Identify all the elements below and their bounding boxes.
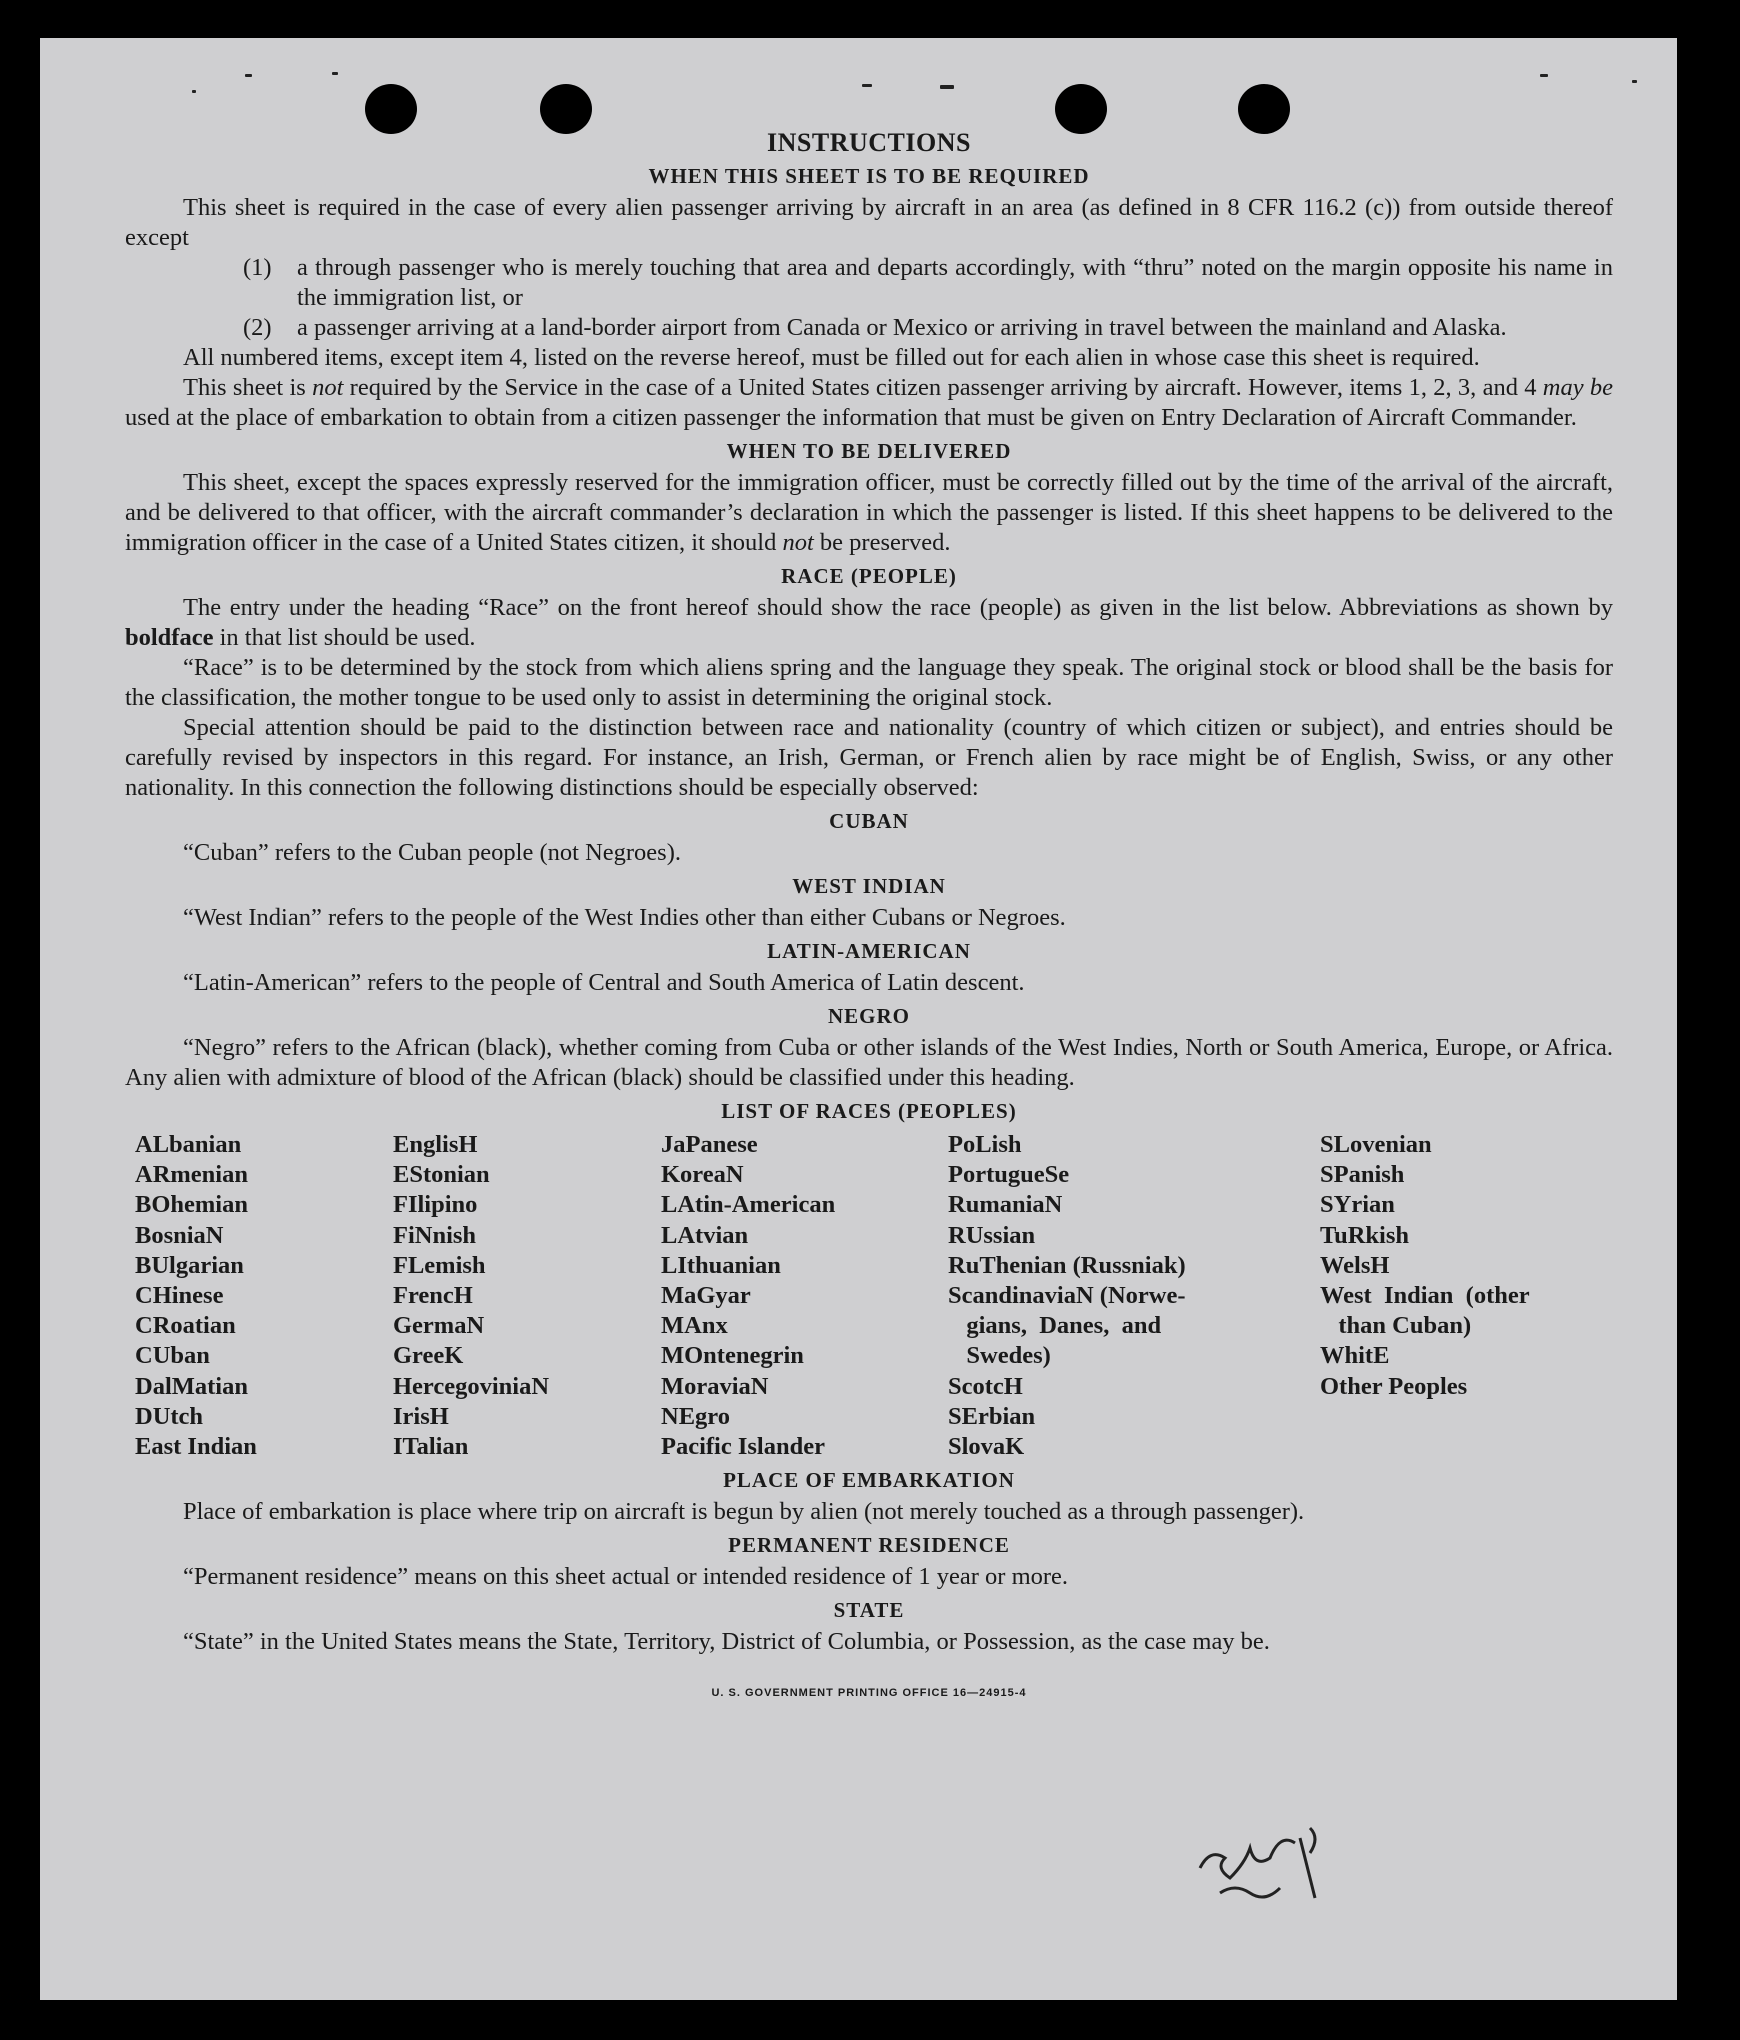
race-entry: FIlipino [393, 1191, 478, 1219]
speck [1632, 80, 1637, 83]
section-heading: WHEN TO BE DELIVERED [726, 439, 1012, 463]
emphasis: not [312, 374, 344, 401]
list-item [125, 313, 1613, 343]
race-column [1320, 1130, 1580, 1462]
punch-hole [365, 84, 417, 134]
race-entry: PoLish [948, 1131, 1022, 1158]
race-entry: LIthuanian [661, 1251, 781, 1279]
paragraph: All numbered items, except item 4, listed on the reverse hereof, must be filled out for each alien in whose case this sheet is required. [183, 344, 1480, 371]
race-entry: HercegoviniaN [393, 1372, 550, 1400]
race-entry: WelsH [1320, 1251, 1390, 1279]
race-entry: RUssian [948, 1221, 1036, 1249]
paragraph [125, 593, 1613, 653]
item-text: a passenger arriving at a land-border airport from Canada or Mexico or arriving in travel between the mainland and Alaska. [297, 314, 1507, 341]
paragraph: “Latin-American” refers to the people of Central and South America of Latin descent. [183, 969, 1025, 996]
section-heading: WEST INDIAN [792, 874, 946, 898]
speck [245, 74, 252, 77]
paragraph: This sheet is required in the case of every alien passenger arriving by aircraft in an area (as defined in 8 CFR 116.2 (c)) from outside thereof except [125, 194, 1613, 251]
bold-text: boldface [125, 624, 214, 651]
race-entry: NEgro [661, 1402, 730, 1430]
section-heading: WHEN THIS SHEET IS TO BE REQUIRED [648, 164, 1090, 188]
race-column [948, 1130, 1320, 1462]
race-entry: SLovenian [1320, 1131, 1432, 1158]
race-entry: JaPanese [661, 1131, 758, 1158]
race-entry: WhitE [1320, 1342, 1390, 1370]
paragraph: Special attention should be paid to the distinction between race and nationality (country of which citizen or subject), and entries should be carefully revised by inspectors in this regard. For instance, an Irish, German, or French alien by race might be of English, Swiss, or any other nationality. In this connection the following distinctions should be especially observed: [125, 714, 1613, 801]
race-entry: ALbanian [135, 1131, 242, 1158]
race-entry: GermaN [393, 1312, 485, 1340]
page-title: INSTRUCTIONS [767, 128, 971, 157]
race-entry: ScotcH [948, 1372, 1023, 1400]
race-entry: LAtvian [661, 1221, 749, 1249]
race-column [135, 1130, 393, 1462]
paragraph: “Permanent residence” means on this sheet actual or intended residence of 1 year or more. [183, 1563, 1069, 1591]
race-entry: gians, Danes, and [948, 1312, 1162, 1340]
paragraph [125, 373, 1613, 433]
section-heading: STATE [833, 1598, 905, 1623]
race-entry: CUban [135, 1342, 210, 1370]
punch-hole [1055, 84, 1107, 134]
emphasis: not [782, 529, 814, 556]
race-entry: West Indian (other [1320, 1282, 1530, 1310]
race-entry: CRoatian [135, 1312, 236, 1340]
text-run: The entry under the heading “Race” on the front hereof should show the race (people) as given in the list below. Abbreviations as shown by [183, 594, 1613, 621]
race-entry: MaGyar [661, 1282, 751, 1310]
section-heading: PERMANENT RESIDENCE [728, 1533, 1010, 1558]
paragraph: “West Indian” refers to the people of the West Indies other than either Cubans or Negroes. [183, 904, 1066, 931]
section-heading: PLACE OF EMBARKATION [723, 1468, 1015, 1493]
race-entry: Pacific Islander [661, 1433, 825, 1461]
list-item [125, 253, 1613, 313]
race-entry: IrisH [393, 1402, 449, 1430]
item-number: (1) [243, 254, 272, 281]
speck [940, 85, 954, 89]
punch-hole [540, 84, 592, 134]
race-entry: MAnx [661, 1312, 728, 1340]
handwritten-annotation [1180, 1808, 1360, 1918]
printer-imprint: U. S. GOVERNMENT PRINTING OFFICE 16—24915-4 [711, 1687, 1027, 1700]
paragraph: “State” in the United States means the State, Territory, District of Columbia, or Possession, as the case may be. [183, 1628, 1270, 1656]
race-entry: RuThenian (Russniak) [948, 1251, 1186, 1279]
speck [332, 72, 338, 75]
item-number: (2) [243, 314, 272, 341]
race-list [135, 1130, 1613, 1462]
item-text: a through passenger who is merely touching that area and departs accordingly, with “thru” noted on the margin opposite his name in the immigration list, or [297, 254, 1613, 311]
section-heading: NEGRO [827, 1004, 910, 1028]
race-entry: PortugueSe [948, 1161, 1070, 1189]
race-column [661, 1130, 948, 1462]
text-run: be preserved. [813, 529, 951, 556]
race-entry: ARmenian [135, 1161, 248, 1189]
race-entry: EnglisH [393, 1131, 478, 1158]
text-run: in that list should be used. [213, 624, 476, 651]
paragraph: Place of embarkation is place where trip on aircraft is begun by alien (not merely touched as a through passenger). [183, 1498, 1305, 1526]
speck [1540, 74, 1548, 77]
section-heading: LIST OF RACES (PEOPLES) [721, 1099, 1017, 1123]
race-entry: DalMatian [135, 1372, 248, 1400]
race-entry: SYrian [1320, 1191, 1395, 1219]
race-entry: MoraviaN [661, 1372, 769, 1400]
race-entry: TuRkish [1320, 1221, 1410, 1249]
race-entry: ITalian [393, 1433, 469, 1461]
paragraph [125, 468, 1613, 558]
document-page [40, 38, 1677, 2000]
race-entry: BosniaN [135, 1221, 224, 1249]
race-entry: KoreaN [661, 1161, 744, 1189]
section-heading: CUBAN [829, 809, 909, 833]
race-entry: FLemish [393, 1251, 486, 1279]
race-entry: SPanish [1320, 1161, 1405, 1189]
paragraph: “Cuban” refers to the Cuban people (not Negroes). [183, 839, 681, 866]
race-entry: ScandinaviaN (Norwe- [948, 1282, 1186, 1310]
race-entry: MOntenegrin [661, 1342, 804, 1370]
speck [862, 84, 872, 87]
paragraph: “Race” is to be determined by the stock from which aliens spring and the language they speak. The original stock or blood shall be the basis for the classification, the mother tongue to be used only to assist in determining the original stock. [125, 654, 1613, 711]
text-run: This sheet, except the spaces expressly reserved for the immigration officer, must be correctly filled out by the time of the arrival of the aircraft, and be delivered to that officer, with the aircraft commander’s declaration in which the passenger is listed. If this sheet happens to be delivered to the immigration officer in the case of a United States citizen, it should [125, 469, 1613, 556]
race-entry: RumaniaN [948, 1191, 1063, 1219]
text-run: used at the place of embarkation to obtain from a citizen passenger the information that must be given on Entry Declaration of Aircraft Commander. [125, 404, 1577, 431]
race-entry: FrencH [393, 1282, 473, 1310]
punch-hole [1238, 84, 1290, 134]
section-heading: RACE (PEOPLE) [781, 564, 957, 588]
race-entry: DUtch [135, 1402, 204, 1430]
race-entry: GreeK [393, 1342, 464, 1370]
emphasis: may be [1542, 374, 1613, 401]
race-entry: BUlgarian [135, 1251, 244, 1279]
text-run: required by the Service in the case of a United States citizen passenger arriving by aircraft. However, items 1, 2, 3, and 4 [343, 374, 1543, 401]
race-entry: SErbian [948, 1402, 1036, 1430]
race-entry: Other Peoples [1320, 1372, 1468, 1400]
race-entry: Swedes) [948, 1342, 1051, 1370]
race-entry: CHinese [135, 1282, 224, 1310]
race-entry: East Indian [135, 1433, 257, 1461]
speck [192, 90, 196, 93]
race-entry: than Cuban) [1320, 1312, 1472, 1340]
race-entry: LAtin-American [661, 1191, 836, 1219]
section-heading: LATIN-AMERICAN [767, 939, 971, 963]
race-entry: SlovaK [948, 1433, 1025, 1461]
paragraph: “Negro” refers to the African (black), whether coming from Cuba or other islands of the West Indies, North or South America, Europe, or Africa. Any alien with admixture of blood of the African (black) should be classified under this heading. [125, 1034, 1613, 1091]
race-column [393, 1130, 661, 1462]
race-entry: FiNnish [393, 1221, 477, 1249]
instructions-content [125, 128, 1613, 1699]
race-entry: BOhemian [135, 1191, 248, 1219]
race-entry: EStonian [393, 1161, 490, 1189]
text-run: This sheet is [183, 374, 313, 401]
